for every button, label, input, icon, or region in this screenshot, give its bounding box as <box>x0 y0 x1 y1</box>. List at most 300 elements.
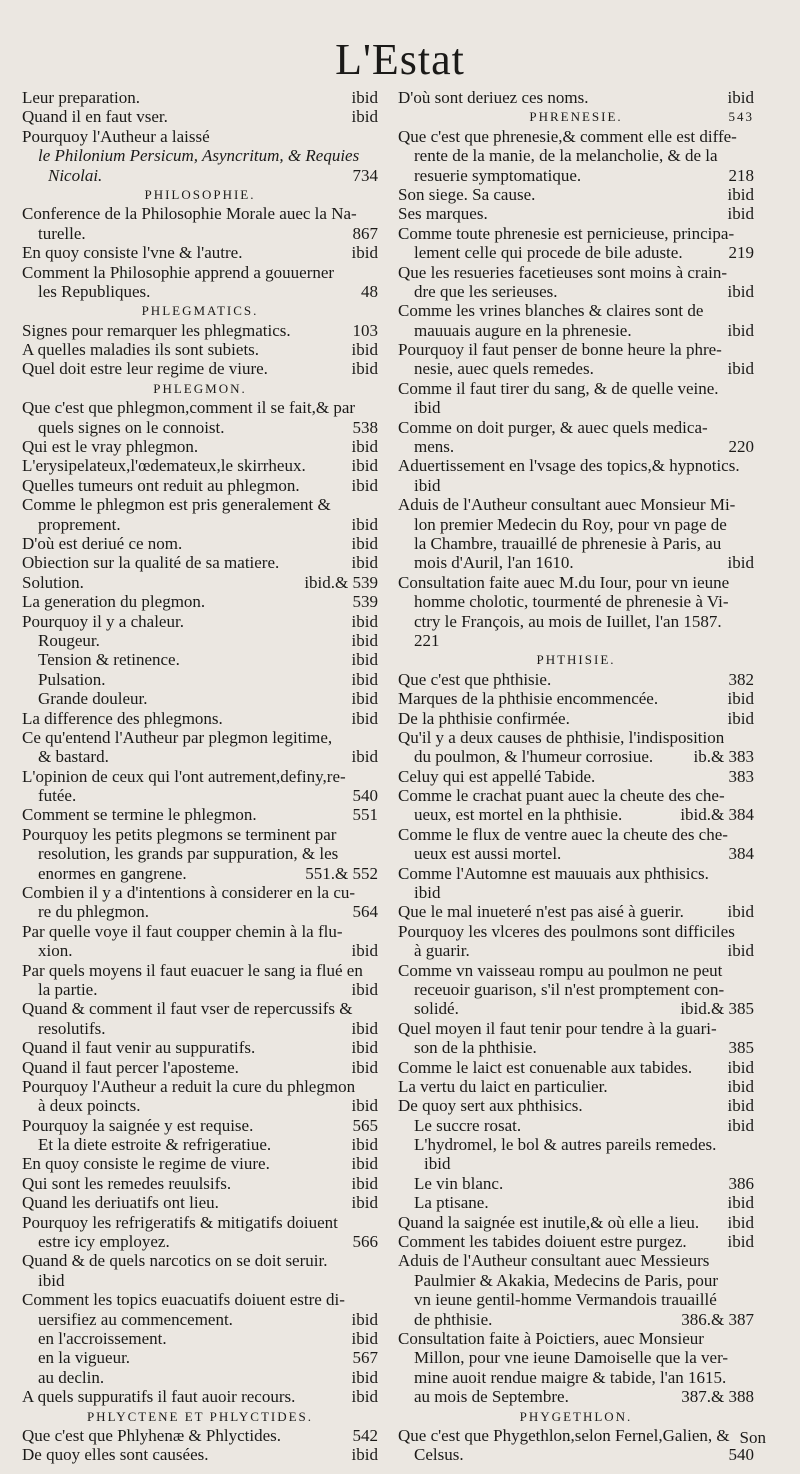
page-reference: ibid <box>727 553 754 573</box>
index-entry <box>398 786 754 805</box>
index-entry <box>22 1387 378 1406</box>
entry-text: Le vin blanc. <box>414 1173 504 1193</box>
index-entry <box>398 573 754 592</box>
index-entry <box>22 902 378 921</box>
index-entry <box>22 999 378 1018</box>
page-reference: 385 <box>728 1038 754 1058</box>
entry-text: D'où sont deriuez ces noms. <box>398 88 589 107</box>
entry-text: Leur preparation. <box>22 88 140 107</box>
entry-text: Comme vn vaisseau rompu au poulmon ne peut <box>398 960 723 980</box>
index-entry <box>22 1096 378 1115</box>
page-reference: ibid <box>727 941 754 961</box>
index-entry <box>398 612 754 631</box>
entry-text: Qui est le vray phlegmon. <box>22 437 199 457</box>
section-heading <box>22 1407 378 1426</box>
index-entry <box>398 1019 754 1038</box>
page-reference: ibid <box>351 1135 378 1155</box>
index-entry <box>398 1174 754 1193</box>
entry-text: Comme il faut tirer du sang, & de quelle veine. <box>398 378 719 398</box>
page-reference: ibid <box>351 979 378 999</box>
section-heading <box>22 379 378 398</box>
entry-text: Comme le laict est conuenable aux tabides. <box>398 1057 693 1077</box>
entry-text: En quoy consiste l'vne & l'autre. <box>22 243 243 263</box>
index-entry <box>398 204 754 223</box>
index-entry <box>22 922 378 941</box>
entry-text: Pulsation. <box>38 669 106 689</box>
page-reference: ibid <box>727 1193 754 1213</box>
entry-text: Que le mal inueteré n'est pas aisé à guerir. <box>398 902 684 922</box>
index-entry <box>398 1368 754 1387</box>
index-entry <box>22 534 378 553</box>
index-entry <box>22 631 378 650</box>
entry-text: à guarir. <box>414 941 470 961</box>
entry-text: Quand & comment il faut vser de repercussifs & <box>22 999 353 1019</box>
index-entry <box>22 456 378 475</box>
entry-text: Solution. <box>22 572 84 592</box>
index-entry <box>22 437 378 456</box>
entry-text: Comment se termine le phlegmon. <box>22 805 257 825</box>
index-entry <box>22 767 378 786</box>
index-entry <box>398 980 754 999</box>
entry-text: La difference des phlegmons. <box>22 708 223 728</box>
page-reference: 386.& 387 <box>681 1309 754 1329</box>
index-entry <box>398 146 754 165</box>
entry-text: Qui sont les remedes reuulsifs. <box>22 1173 232 1193</box>
index-entry <box>398 767 754 786</box>
entry-text: rente de la manie, de la melancholie, & de la <box>414 146 718 166</box>
entry-text: Comment la Philosophie apprend a gouuerner <box>22 262 335 282</box>
page-reference: 382 <box>728 669 754 689</box>
page-reference: 565 <box>352 1115 378 1135</box>
page-reference: ibid <box>727 88 754 107</box>
index-entry <box>22 166 378 185</box>
entry-text: Pourquoy les refrigeratifs & mitigatifs doiuent <box>22 1212 338 1232</box>
entry-text: Quelles tumeurs ont reduit au phlegmon. <box>22 475 300 495</box>
index-column-left <box>22 88 378 1465</box>
entry-text: lon premier Medecin du Roy, pour vn page de <box>414 514 727 534</box>
index-entry <box>22 1271 378 1290</box>
index-entry <box>22 224 378 243</box>
entry-text: Consultation faite à Poictiers, auec Monsieur <box>398 1329 704 1348</box>
index-entry <box>398 282 754 301</box>
page-reference: ibid <box>351 1193 378 1213</box>
page-reference: ib.& 383 <box>693 747 754 767</box>
entry-text: re du phlegmon. <box>38 902 149 922</box>
page-reference: ibid <box>351 747 378 767</box>
entry-text: Comme l'Automne est mauuais aux phthisics. <box>398 863 709 883</box>
entry-text: Que c'est que phrenesie,& comment elle est diffe- <box>398 126 737 146</box>
page-reference: ibid <box>727 1057 754 1077</box>
entry-text: ibid <box>414 398 441 418</box>
index-entry <box>22 1174 378 1193</box>
entry-text: Pourquoy il y a chaleur. <box>22 611 184 631</box>
index-entry <box>22 980 378 999</box>
entry-text: ctry le François, au mois de Iuillet, l'an 1587. <box>414 611 722 631</box>
index-entry <box>22 1329 378 1348</box>
entry-text: Pourquoy l'Autheur a laissé <box>22 126 210 146</box>
index-entry <box>22 476 378 495</box>
entry-text: Que c'est que phthisie. <box>398 669 552 689</box>
entry-text: L'opinion de ceux qui l'ont autrement,definy,re- <box>22 766 346 786</box>
entry-text: de phthisie. <box>414 1309 493 1329</box>
entry-text: Quel doit estre leur regime de viure. <box>22 359 268 379</box>
entry-text: La ptisane. <box>414 1193 489 1213</box>
index-entry <box>22 398 378 417</box>
entry-text: Quand & de quels narcotics on se doit seruir. <box>22 1251 328 1271</box>
index-entry <box>398 166 754 185</box>
index-entry <box>398 1348 754 1367</box>
entry-text: Marques de la phthisie encommencée. <box>398 689 659 709</box>
page-reference: ibid <box>351 1096 378 1116</box>
entry-text: homme cholotic, tourmenté de phrenesie à Vi- <box>414 592 729 612</box>
index-entry <box>22 961 378 980</box>
entry-text: Quand les deriuatifs ont lieu. <box>22 1193 219 1213</box>
entry-text: ueux est aussi mortel. <box>414 844 562 864</box>
page-reference: 542 <box>352 1425 378 1445</box>
page-reference: ibid <box>351 1038 378 1058</box>
entry-text: mauuais augure en la phrenesie. <box>414 320 632 340</box>
entry-text: son de la phthisie. <box>414 1038 537 1058</box>
entry-text: ibid <box>424 1154 451 1174</box>
page-reference: ibid <box>351 708 378 728</box>
page-reference: ibid <box>727 689 754 709</box>
page-reference: ibid <box>351 475 378 495</box>
page-reference: 566 <box>352 1232 378 1252</box>
index-entry <box>22 359 378 378</box>
index-entry <box>22 553 378 572</box>
index-entry <box>22 786 378 805</box>
entry-text: dre que les serieuses. <box>414 281 558 301</box>
index-entry <box>398 999 754 1018</box>
index-entry <box>22 1213 378 1232</box>
entry-text: mens. <box>414 437 455 457</box>
entry-text: Que c'est que Phygethlon,selon Fernel,Galien, & <box>398 1425 730 1445</box>
page-reference: ibid <box>727 359 754 379</box>
page-reference: ibid <box>351 689 378 709</box>
page-reference: 734 <box>352 165 378 185</box>
page-reference: ibid <box>727 902 754 922</box>
entry-text: L'erysipelateux,l'œdemateux,le skirrheux. <box>22 456 306 476</box>
page-reference: ibid <box>351 340 378 360</box>
index-entry <box>398 1038 754 1057</box>
entry-text: La vertu du laict en particulier. <box>398 1076 608 1096</box>
entry-text: Comme le flux de ventre auec la cheute des che- <box>398 824 728 844</box>
entry-text: PHLYCTENE ET PHLYCTIDES. <box>86 1408 314 1424</box>
entry-text: Que les resueries facetieuses sont moins à crain- <box>398 262 728 282</box>
index-entry <box>398 844 754 863</box>
entry-text: la Chambre, trauaillé de phrenesie à Paris, au <box>414 533 722 553</box>
page-reference: ibid <box>351 1367 378 1387</box>
index-entry <box>22 1232 378 1251</box>
index-entry <box>22 612 378 631</box>
index-entry <box>398 631 754 650</box>
page-reference: ibid <box>727 1096 754 1116</box>
index-entry <box>22 204 378 223</box>
page-reference: 540 <box>352 786 378 806</box>
page-reference: 564 <box>352 902 378 922</box>
index-entry <box>398 224 754 243</box>
index-entry <box>22 1193 378 1212</box>
index-entry <box>398 883 754 902</box>
entry-text: PHLEGMON. <box>153 380 247 396</box>
index-entry <box>398 728 754 747</box>
page-reference: ibid <box>351 107 378 127</box>
index-entry <box>398 1426 754 1445</box>
entry-text: En quoy consiste le regime de viure. <box>22 1154 270 1174</box>
index-entry <box>22 1116 378 1135</box>
index-entry <box>398 127 754 146</box>
index-entry <box>398 456 754 475</box>
index-entry <box>398 418 754 437</box>
page-reference: ibid <box>351 533 378 553</box>
index-entry <box>22 709 378 728</box>
index-entry <box>398 689 754 708</box>
page-reference: 540 <box>728 1445 754 1465</box>
entry-text: Pourquoy les vlceres des poulmons sont difficiles <box>398 921 735 941</box>
entry-text: Quand la saignée est inutile,& où elle a lieu. <box>398 1212 700 1232</box>
index-entry <box>22 1154 378 1173</box>
index-entry <box>22 883 378 902</box>
page-reference: 218 <box>728 165 754 185</box>
page-reference: ibid <box>351 243 378 263</box>
entry-text: estre icy employez. <box>38 1232 170 1252</box>
entry-text: De quoy elles sont causées. <box>22 1445 209 1465</box>
entry-text: vn ieune gentil-homme Vermandois trauaillé <box>414 1290 717 1310</box>
index-entry <box>22 573 378 592</box>
index-entry <box>22 747 378 766</box>
entry-text: Celsus. <box>414 1445 464 1465</box>
index-column-right <box>398 88 754 1465</box>
index-entry <box>398 398 754 417</box>
index-entry <box>22 1310 378 1329</box>
entry-text: turelle. <box>38 223 86 243</box>
index-entry <box>398 747 754 766</box>
entry-text: Tension & retinence. <box>38 650 180 670</box>
entry-text: à deux poincts. <box>38 1096 141 1116</box>
entry-text: La generation du plegmon. <box>22 592 206 612</box>
index-entry <box>398 379 754 398</box>
index-entry <box>398 1387 754 1406</box>
entry-text: Aduertissement en l'vsage des topics,& hypnotics. <box>398 456 740 476</box>
entry-text: proprement. <box>38 514 121 534</box>
entry-text: Comment les tabides doiuent estre purgez. <box>398 1232 687 1252</box>
page-reference: ibid <box>351 1445 378 1465</box>
page-reference: ibid <box>351 1154 378 1174</box>
index-entry <box>22 941 378 960</box>
entry-text: resuerie symptomatique. <box>414 165 582 185</box>
index-entry <box>22 107 378 126</box>
index-entry <box>398 1077 754 1096</box>
index-entry <box>398 1193 754 1212</box>
page-reference: 387.& 388 <box>681 1387 754 1407</box>
entry-text: uersifiez au commencement. <box>38 1309 233 1329</box>
index-entry <box>398 961 754 980</box>
index-entry <box>22 88 378 107</box>
index-entry <box>398 301 754 320</box>
page-header: L'Estat <box>335 35 465 84</box>
section-heading <box>398 107 754 126</box>
entry-text: Le succre rosat. <box>414 1115 522 1135</box>
index-entry <box>22 1368 378 1387</box>
page-reference: ibid <box>351 514 378 534</box>
page-reference: ibid <box>351 359 378 379</box>
page-reference: ibid <box>351 1057 378 1077</box>
index-entry <box>22 844 378 863</box>
entry-text: au mois de Septembre. <box>414 1387 569 1407</box>
entry-text: receuoir guarison, s'il n'est promptement con- <box>414 979 725 999</box>
entry-text: Quel moyen il faut tenir pour tendre à la guari- <box>398 1018 717 1038</box>
index-entry <box>398 340 754 359</box>
entry-text: Qu'il y a deux causes de phthisie, l'indisposition <box>398 727 725 747</box>
page-reference: ibid.& 385 <box>680 999 754 1019</box>
index-entry <box>22 864 378 883</box>
index-entry <box>22 592 378 611</box>
entry-text: Paulmier & Akakia, Medecins de Paris, pour <box>414 1270 719 1290</box>
entry-text: A quels suppuratifs il faut auoir recours. <box>22 1387 296 1407</box>
entry-text: Par quels moyens il faut euacuer le sang ia flué en <box>22 960 363 980</box>
index-entry <box>22 243 378 262</box>
entry-text: Nicolai. <box>48 165 103 185</box>
entry-text: la partie. <box>38 979 98 999</box>
entry-text: Et la diete estroite & refrigeratiue. <box>38 1135 272 1155</box>
index-entry <box>398 495 754 514</box>
index-entry <box>22 650 378 669</box>
index-entry <box>398 1310 754 1329</box>
page-reference: ibid <box>351 611 378 631</box>
entry-text: Aduis de l'Autheur consultant auec Monsieur Mi- <box>398 495 736 515</box>
index-entry <box>398 864 754 883</box>
page-reference: ibid <box>351 630 378 650</box>
entry-text: Aduis de l'Autheur consultant auec Messieurs <box>398 1251 710 1271</box>
page-reference: ibid <box>727 204 754 224</box>
section-heading <box>398 650 754 669</box>
index-entry <box>22 1077 378 1096</box>
index-entry <box>398 1329 754 1348</box>
index-entry <box>398 709 754 728</box>
index-entry <box>22 1251 378 1270</box>
entry-text: PHYGETHLON. <box>519 1408 633 1424</box>
entry-text: Rougeur. <box>38 630 100 650</box>
page-reference: 384 <box>728 844 754 864</box>
index-entry <box>22 127 378 146</box>
entry-text: solidé. <box>414 999 459 1019</box>
page-reference: ibid <box>727 320 754 340</box>
section-heading <box>398 1407 754 1426</box>
index-entry <box>22 805 378 824</box>
index-entry <box>22 825 378 844</box>
entry-text: ibid <box>414 883 441 903</box>
index-entry <box>22 728 378 747</box>
entry-text: en la vigueur. <box>38 1348 131 1368</box>
index-entry <box>22 282 378 301</box>
entry-text: PHRENESIE. <box>529 109 623 125</box>
entry-text: PHLEGMATICS. <box>141 303 259 319</box>
entry-text: Obiection sur la qualité de sa matiere. <box>22 553 280 573</box>
index-entry <box>22 1426 378 1445</box>
entry-text: quels signes on le connoist. <box>38 417 225 437</box>
index-entry <box>22 1445 378 1464</box>
entry-text: Quand il faut venir au suppuratifs. <box>22 1038 256 1058</box>
entry-text: du poulmon, & l'humeur corrosiue. <box>414 747 654 767</box>
page-reference: ibid <box>727 281 754 301</box>
index-entry <box>22 1135 378 1154</box>
page-reference: ibid <box>727 1232 754 1252</box>
entry-text: resolutifs. <box>38 1018 106 1038</box>
entry-text: PHILOSOPHIE. <box>144 186 256 202</box>
entry-text: Quand il faut percer l'aposteme. <box>22 1057 239 1077</box>
index-entry <box>398 825 754 844</box>
entry-text: De quoy sert aux phthisics. <box>398 1096 583 1116</box>
index-entry <box>398 88 754 107</box>
index-entry <box>398 1058 754 1077</box>
entry-text: Combien il y a d'intentions à considerer en la cu- <box>22 883 356 903</box>
page-reference: ibid <box>727 1076 754 1096</box>
section-heading <box>22 185 378 204</box>
index-entry <box>398 321 754 340</box>
index-entry <box>398 1135 754 1154</box>
page-reference: 538 <box>352 417 378 437</box>
page-reference: ibid <box>351 553 378 573</box>
page-reference: ibid <box>351 941 378 961</box>
index-entry <box>398 359 754 378</box>
index-entry <box>398 670 754 689</box>
entry-text: le Philonium Persicum, Asyncritum, & Requies <box>38 146 360 166</box>
entry-text: L'hydromel, le bol & autres pareils remedes. <box>414 1135 717 1155</box>
entry-text: Comme le phlegmon est pris generalement & <box>22 495 331 515</box>
page-reference: ibid <box>727 708 754 728</box>
index-entry <box>398 1116 754 1135</box>
page-reference: ibid <box>351 1309 378 1329</box>
index-entry <box>22 670 378 689</box>
entry-text: Pourquoy la saignée y est requise. <box>22 1115 254 1135</box>
page-reference: 543 <box>728 109 754 125</box>
entry-text: D'où est deriué ce nom. <box>22 533 183 553</box>
index-entry <box>398 553 754 572</box>
page-reference: ibid <box>351 88 378 107</box>
entry-text: nesie, auec quels remedes. <box>414 359 594 379</box>
entry-text: Consultation faite auec M.du Iour, pour vn ieune <box>398 572 730 592</box>
entry-text: ueux, est mortel en la phthisie. <box>414 805 623 825</box>
index-entry <box>22 263 378 282</box>
entry-text: xion. <box>38 941 73 961</box>
page-reference: ibid <box>351 669 378 689</box>
page-reference: ibid <box>351 437 378 457</box>
entry-text: mois d'Auril, l'an 1610. <box>414 553 574 573</box>
index-entry <box>22 1038 378 1057</box>
index-entry <box>398 1251 754 1270</box>
index-entry <box>398 1290 754 1309</box>
page-reference: 551.& 552 <box>305 863 378 883</box>
entry-text: Ce qu'entend l'Autheur par plegmon legitime, <box>22 727 333 747</box>
entry-text: Celuy qui est appellé Tabide. <box>398 766 596 786</box>
page-reference: ibid <box>351 456 378 476</box>
page-reference: ibid <box>351 1329 378 1348</box>
entry-text: ibid <box>38 1270 65 1290</box>
entry-text: & bastard. <box>38 747 109 767</box>
entry-text: Que c'est que Phlyhenæ & Phlyctides. <box>22 1425 281 1445</box>
entry-text: resolution, les grands par suppuration, & les <box>38 844 339 864</box>
index-entry <box>398 534 754 553</box>
index-entry <box>22 146 378 165</box>
entry-text: Ses marques. <box>398 204 488 224</box>
index-entry <box>22 1058 378 1077</box>
page-reference: 383 <box>728 766 754 786</box>
page-reference: ibid <box>351 1018 378 1038</box>
index-entry <box>398 1445 754 1464</box>
index-entry <box>398 437 754 456</box>
index-entry <box>398 243 754 262</box>
entry-text: Comme toute phrenesie est pernicieuse, principa- <box>398 223 735 243</box>
